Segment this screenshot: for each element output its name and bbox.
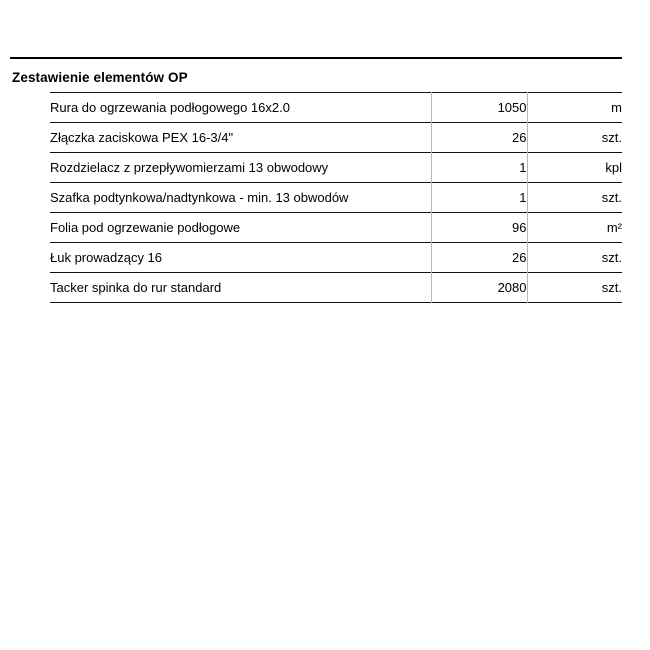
items-table-container xyxy=(50,92,622,303)
cell-item-unit: szt. xyxy=(527,243,622,273)
cell-item-quantity: 26 xyxy=(431,123,527,153)
cell-item-quantity: 1 xyxy=(431,183,527,213)
cell-item-unit: szt. xyxy=(527,123,622,153)
cell-item-name: Folia pod ogrzewanie podłogowe xyxy=(50,213,431,243)
items-table-body xyxy=(50,93,622,303)
cell-item-unit: m xyxy=(527,93,622,123)
table-row xyxy=(50,273,622,303)
cell-item-unit: szt. xyxy=(527,273,622,303)
table-row xyxy=(50,183,622,213)
cell-item-name: Szafka podtynkowa/nadtynkowa - min. 13 obwodów xyxy=(50,183,431,213)
table-row xyxy=(50,213,622,243)
cell-item-quantity: 26 xyxy=(431,243,527,273)
items-table xyxy=(50,92,622,303)
cell-item-name: Rozdzielacz z przepływomierzami 13 obwodowy xyxy=(50,153,431,183)
table-row xyxy=(50,243,622,273)
column-divider-unit xyxy=(527,92,528,303)
column-divider-quantity xyxy=(431,92,432,303)
cell-item-name: Złączka zaciskowa PEX 16-3/4" xyxy=(50,123,431,153)
cell-item-name: Rura do ogrzewania podłogowego 16x2.0 xyxy=(50,93,431,123)
top-horizontal-rule xyxy=(10,57,622,59)
table-row xyxy=(50,123,622,153)
cell-item-quantity: 96 xyxy=(431,213,527,243)
page-title: Zestawienie elementów OP xyxy=(12,70,188,85)
cell-item-unit: kpl xyxy=(527,153,622,183)
cell-item-name: Łuk prowadzący 16 xyxy=(50,243,431,273)
cell-item-unit: m² xyxy=(527,213,622,243)
cell-item-quantity: 2080 xyxy=(431,273,527,303)
cell-item-name: Tacker spinka do rur standard xyxy=(50,273,431,303)
table-row xyxy=(50,153,622,183)
cell-item-unit: szt. xyxy=(527,183,622,213)
table-row xyxy=(50,93,622,123)
cell-item-quantity: 1 xyxy=(431,153,527,183)
cell-item-quantity: 1050 xyxy=(431,93,527,123)
